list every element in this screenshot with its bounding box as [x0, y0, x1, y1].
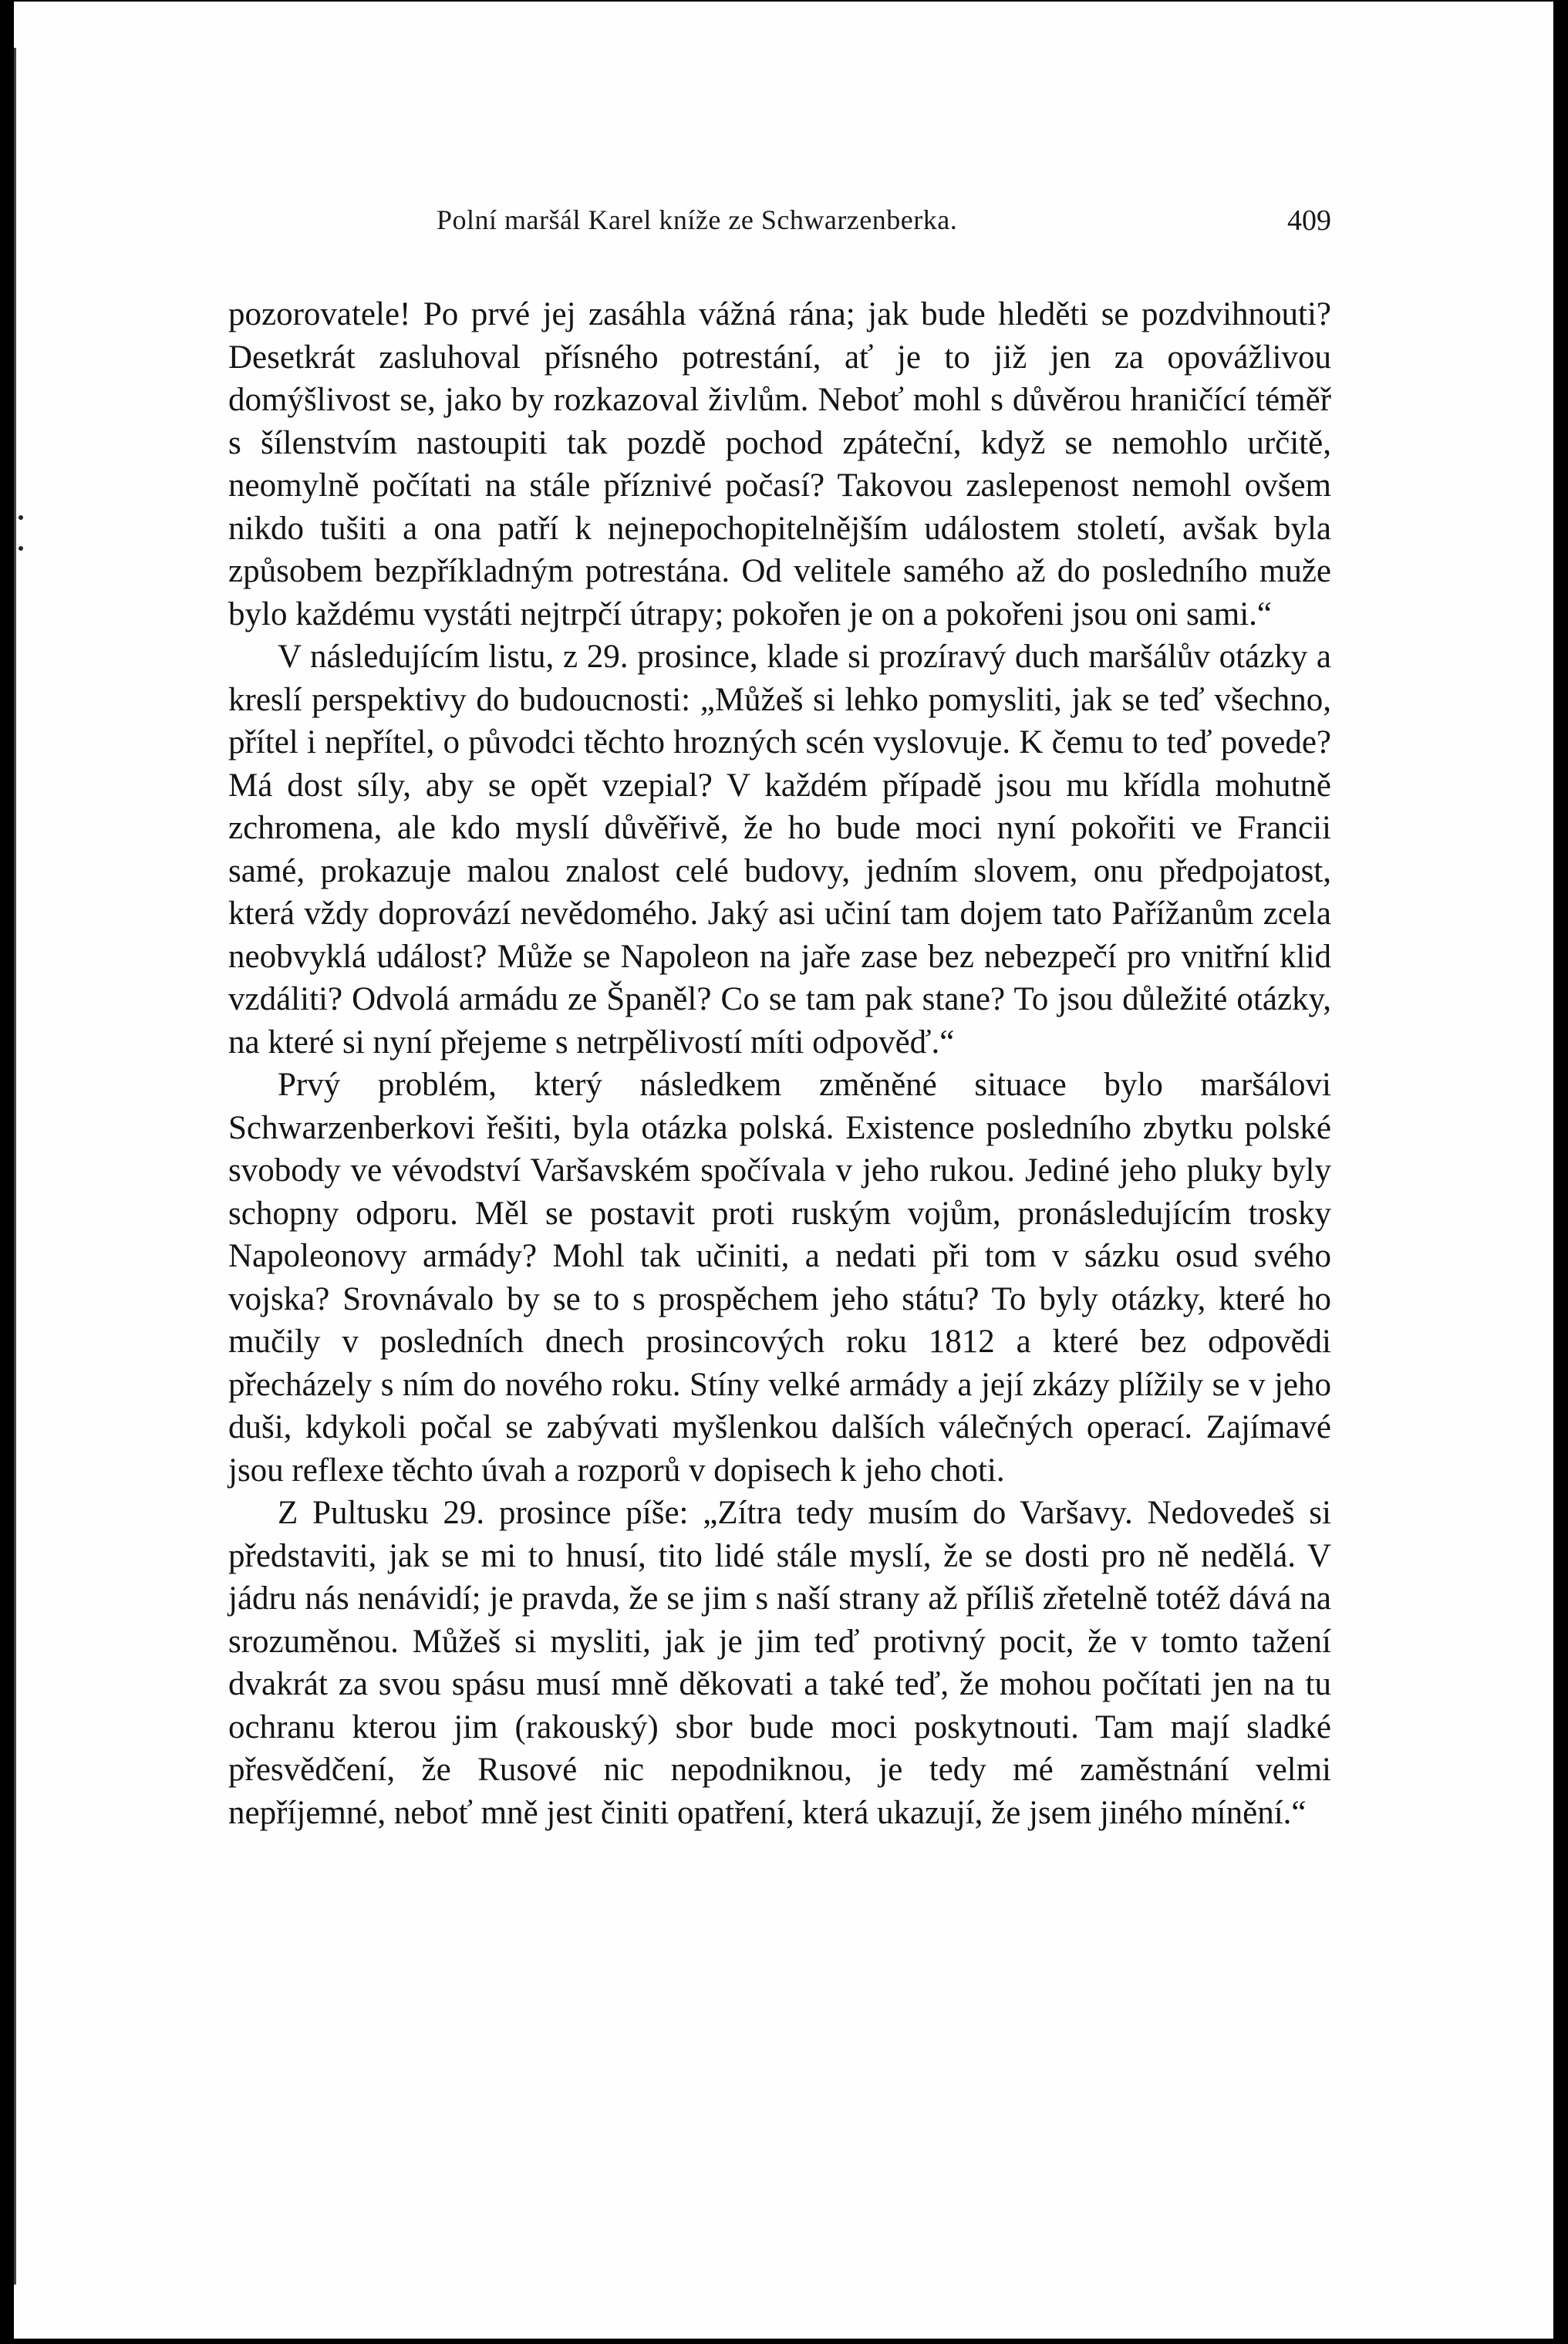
paragraph: Prvý problém, který následkem změněné situace bylo maršálovi Schwarzenberkovi řešiti, byla otázka polská. Existence posledního zbytku polské svobody ve vévodství Varšavském spočívala v jeho rukou. Jediné jeho pluky byly schopny odporu. Měl se postavit proti ruským vojům, pronásledujícím trosky Napoleonovy armády? Mohl tak učiniti, a nedati při tom v sázku osud svého vojska? Srovnávalo by se to s prospěchem jeho státu? To byly otázky, které ho mučily v posledních dnech prosincových roku 1812 a které bez odpovědi přecházely s ním do nového roku. Stíny velké armády a její zkázy plížily se v jeho duši, kdykoli počal se zabývati myšlenkou dalších válečných operací. Zajímavé jsou reflexe těchto úvah a rozporů v dopisech k jeho choti. [228, 1067, 1331, 1489]
body-text [228, 293, 1331, 1834]
paragraph: V následujícím listu, z 29. prosince, klade si prozíravý duch maršálův otázky a kreslí perspektivy do budoucnosti: „Můžeš si lehko pomysliti, jak se teď všechno, přítel i nepřítel, o původci těchto hrozných scén vyslovuje. K čemu to teď povede? Má dost síly, aby se opět vzepial? V každém případě jsou mu křídla mohutně zchromena, ale kdo myslí důvěřivě, že ho bude moci nyní pokořiti ve Francii samé, prokazuje malou znalost celé budovy, jedním slovem, onu předpojatost, která vždy doprovází nevědomého. Jaký asi učiní tam dojem tato Pařížanům zcela neobvyklá událost? Může se Napoleon na jaře zase bez nebezpečí pro vnitřní klid vzdáliti? Odvolá armádu ze Španěl? Co se tam pak stane? To jsou důležité otázky, na které si nyní přejeme s netrpělivostí míti odpověď.“ [228, 639, 1331, 1061]
paragraph: pozorovatele! Po prvé jej zasáhla vážná rána; jak bude hleděti se pozdvihnouti? Desetkrát zasluhoval přísného potrestání, ať je to již jen za opovážlivou domýšlivost se, jako by rozkazoval živlům. Neboť mohl s důvěrou hraničící téměř s šílenstvím nastoupiti tak pozdě pochod zpáteční, když se nemohlo určitě, neomylně počítati na stále příznivé počasí? Takovou zaslepenost nemohl ovšem nikdo tušiti a ona patří k nejnepochopitelnějším událostem století, avšak byla způsobem bezpříkladným potrestána. Od velitele samého až do posledního muže bylo každému vystáti nejtrpčí útrapy; pokořen je on a pokořeni jsou oni sami.“ [228, 296, 1331, 632]
running-header [228, 204, 1331, 250]
book-page [14, 2, 1553, 2339]
margin-mark [19, 546, 23, 551]
page-edge-shadow [14, 48, 16, 2285]
paragraph: Z Pultusku 29. prosince píše: „Zítra tedy musím do Varšavy. Nedovedeš si představiti, jak se mi to hnusí, tito lidé stále myslí, že se dosti pro ně nedělá. V jádru nás nenávidí; je pravda, že se jim s naší strany až příliš zřetelně totéž dává na srozuměnou. Můžeš si mysliti, jak je jim teď protivný pocit, že v tomto tažení dvakrát za svou spásu musí mně děkovati a také teď, že mohou počítati jen na tu ochranu kterou jim (rakouský) sbor bude moci poskytnouti. Tam mají sladké přesvědčení, že Rusové nic nepodniknou, je tedy mé zaměstnání velmi nepříjemné, neboť mně jest činiti opatření, která ukazují, že jsem jiného mínění.“ [228, 1495, 1331, 1831]
running-title: Polní maršál Karel kníže ze Schwarzenberka. [437, 204, 958, 235]
page-number: 409 [1287, 204, 1331, 237]
margin-mark [19, 515, 23, 520]
